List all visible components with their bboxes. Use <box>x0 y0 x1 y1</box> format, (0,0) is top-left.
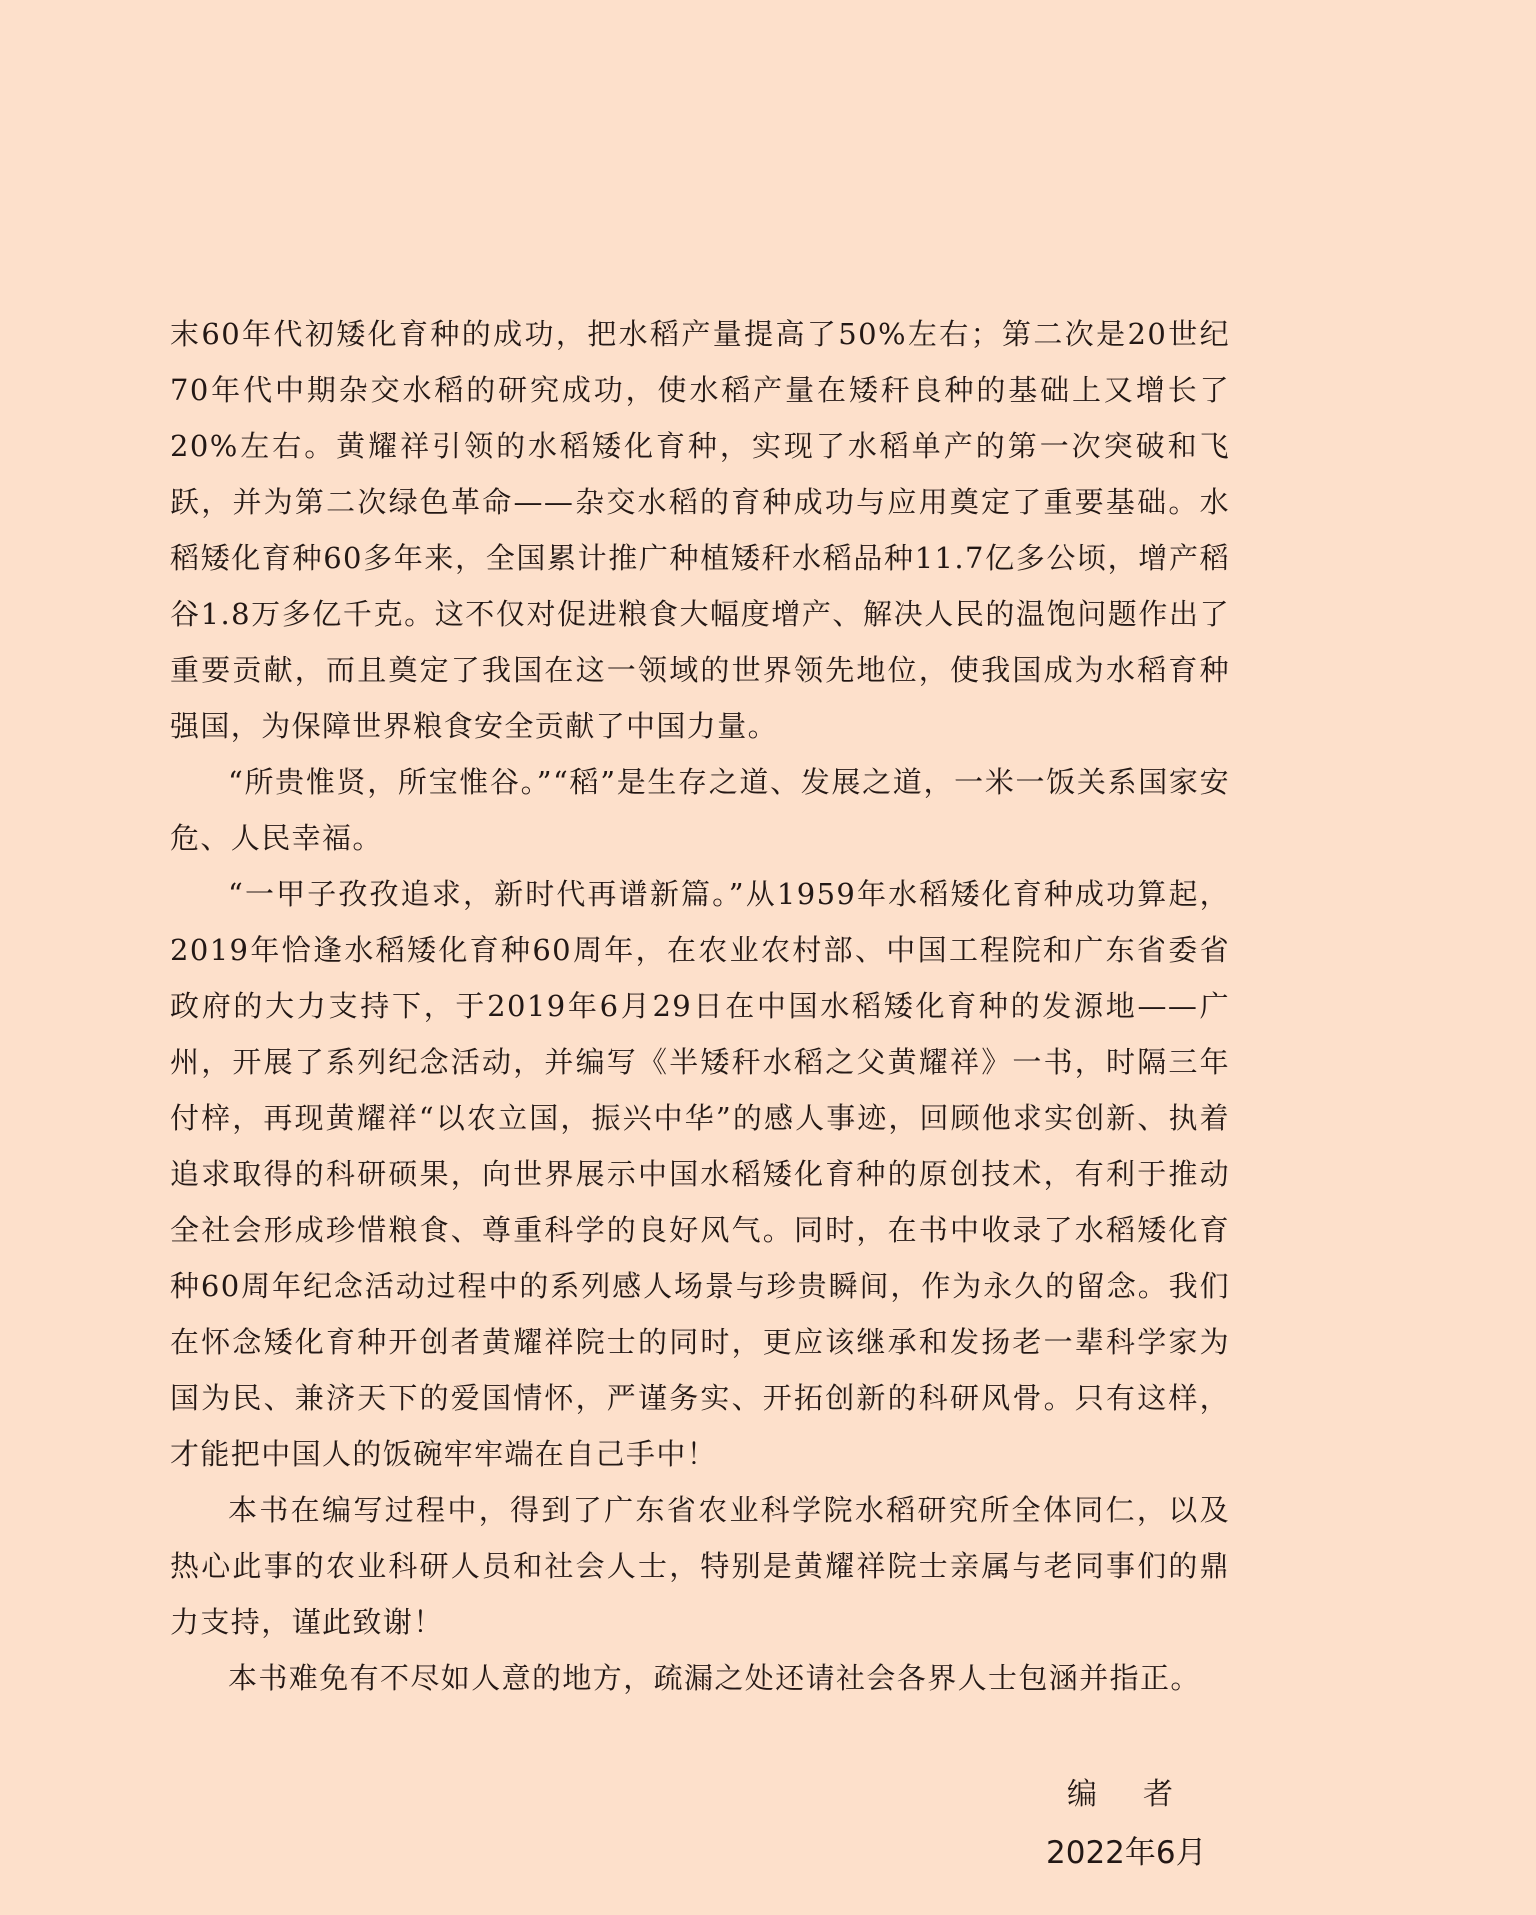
paragraph-anniversary: “一甲子孜孜追求，新时代再谱新篇。”从1959年水稻矮化育种成功算起，2019年恰逢水稻矮化育种60周年，在农业农村部、中国工程院和广东省委省政府的大力支持下，于2019年6月29日在中国水稻矮化育种的发源地——广州，开展了系列纪念活动，并编写《半矮秆水稻之父黄耀祥》一书，时隔三年付梓，再现黄耀祥“以农立国，振兴中华”的感人事迹，回顾他求实创新、执着追求取得的科研硕果，向世界展示中国水稻矮化育种的原创技术，有利于推动全社会形成珍惜粮食、尊重科学的良好风气。同时，在书中收录了水稻矮化育种60周年纪念活动过程中的系列感人场景与珍贵瞬间，作为永久的留念。我们在怀念矮化育种开创者黄耀祥院士的同时，更应该继承和发扬老一辈科学家为国为民、兼济天下的爱国情怀，严谨务实、开拓创新的科研风骨。只有这样，才能把中国人的饭碗牢牢端在自己手中！ <box>170 877 1230 1471</box>
signature-author: 编者 <box>1067 1777 1219 1812</box>
paragraph-acknowledgement: 本书在编写过程中，得到了广东省农业科学院水稻研究所全体同仁，以及热心此事的农业科研人员和社会人士，特别是黄耀祥院士亲属与老同事们的鼎力支持，谨此致谢！ <box>170 1493 1230 1639</box>
signature-date: 2022年6月 <box>1046 1835 1207 1871</box>
paragraph-apology: 本书难免有不尽如人意的地方，疏漏之处还请社会各界人士包涵并指正。 <box>228 1661 1201 1695</box>
paragraph-continuation: 末60年代初矮化育种的成功，把水稻产量提高了50%左右；第二次是20世纪70年代中期杂交水稻的研究成功，使水稻产量在矮秆良种的基础上又增长了20%左右。黄耀祥引领的水稻矮化育种，实现了水稻单产的第一次突破和飞跃，并为第二次绿色革命——杂交水稻的育种成功与应用奠定了重要基础。水稻矮化育种60多年来，全国累计推广种植矮秆水稻品种11.7亿多公顷，增产稻谷1.8万多亿千克。这不仅对促进粮食大幅度增产、解决人民的温饱问题作出了重要贡献，而且奠定了我国在这一领域的世界领先地位，使我国成为水稻育种强国，为保障世界粮食安全贡献了中国力量。 <box>170 317 1230 743</box>
body-text <box>170 306 1230 1706</box>
paragraph-quote-grain: “所贵惟贤，所宝惟谷。”“稻”是生存之道、发展之道，一米一饭关系国家安危、人民幸福。 <box>170 765 1230 855</box>
